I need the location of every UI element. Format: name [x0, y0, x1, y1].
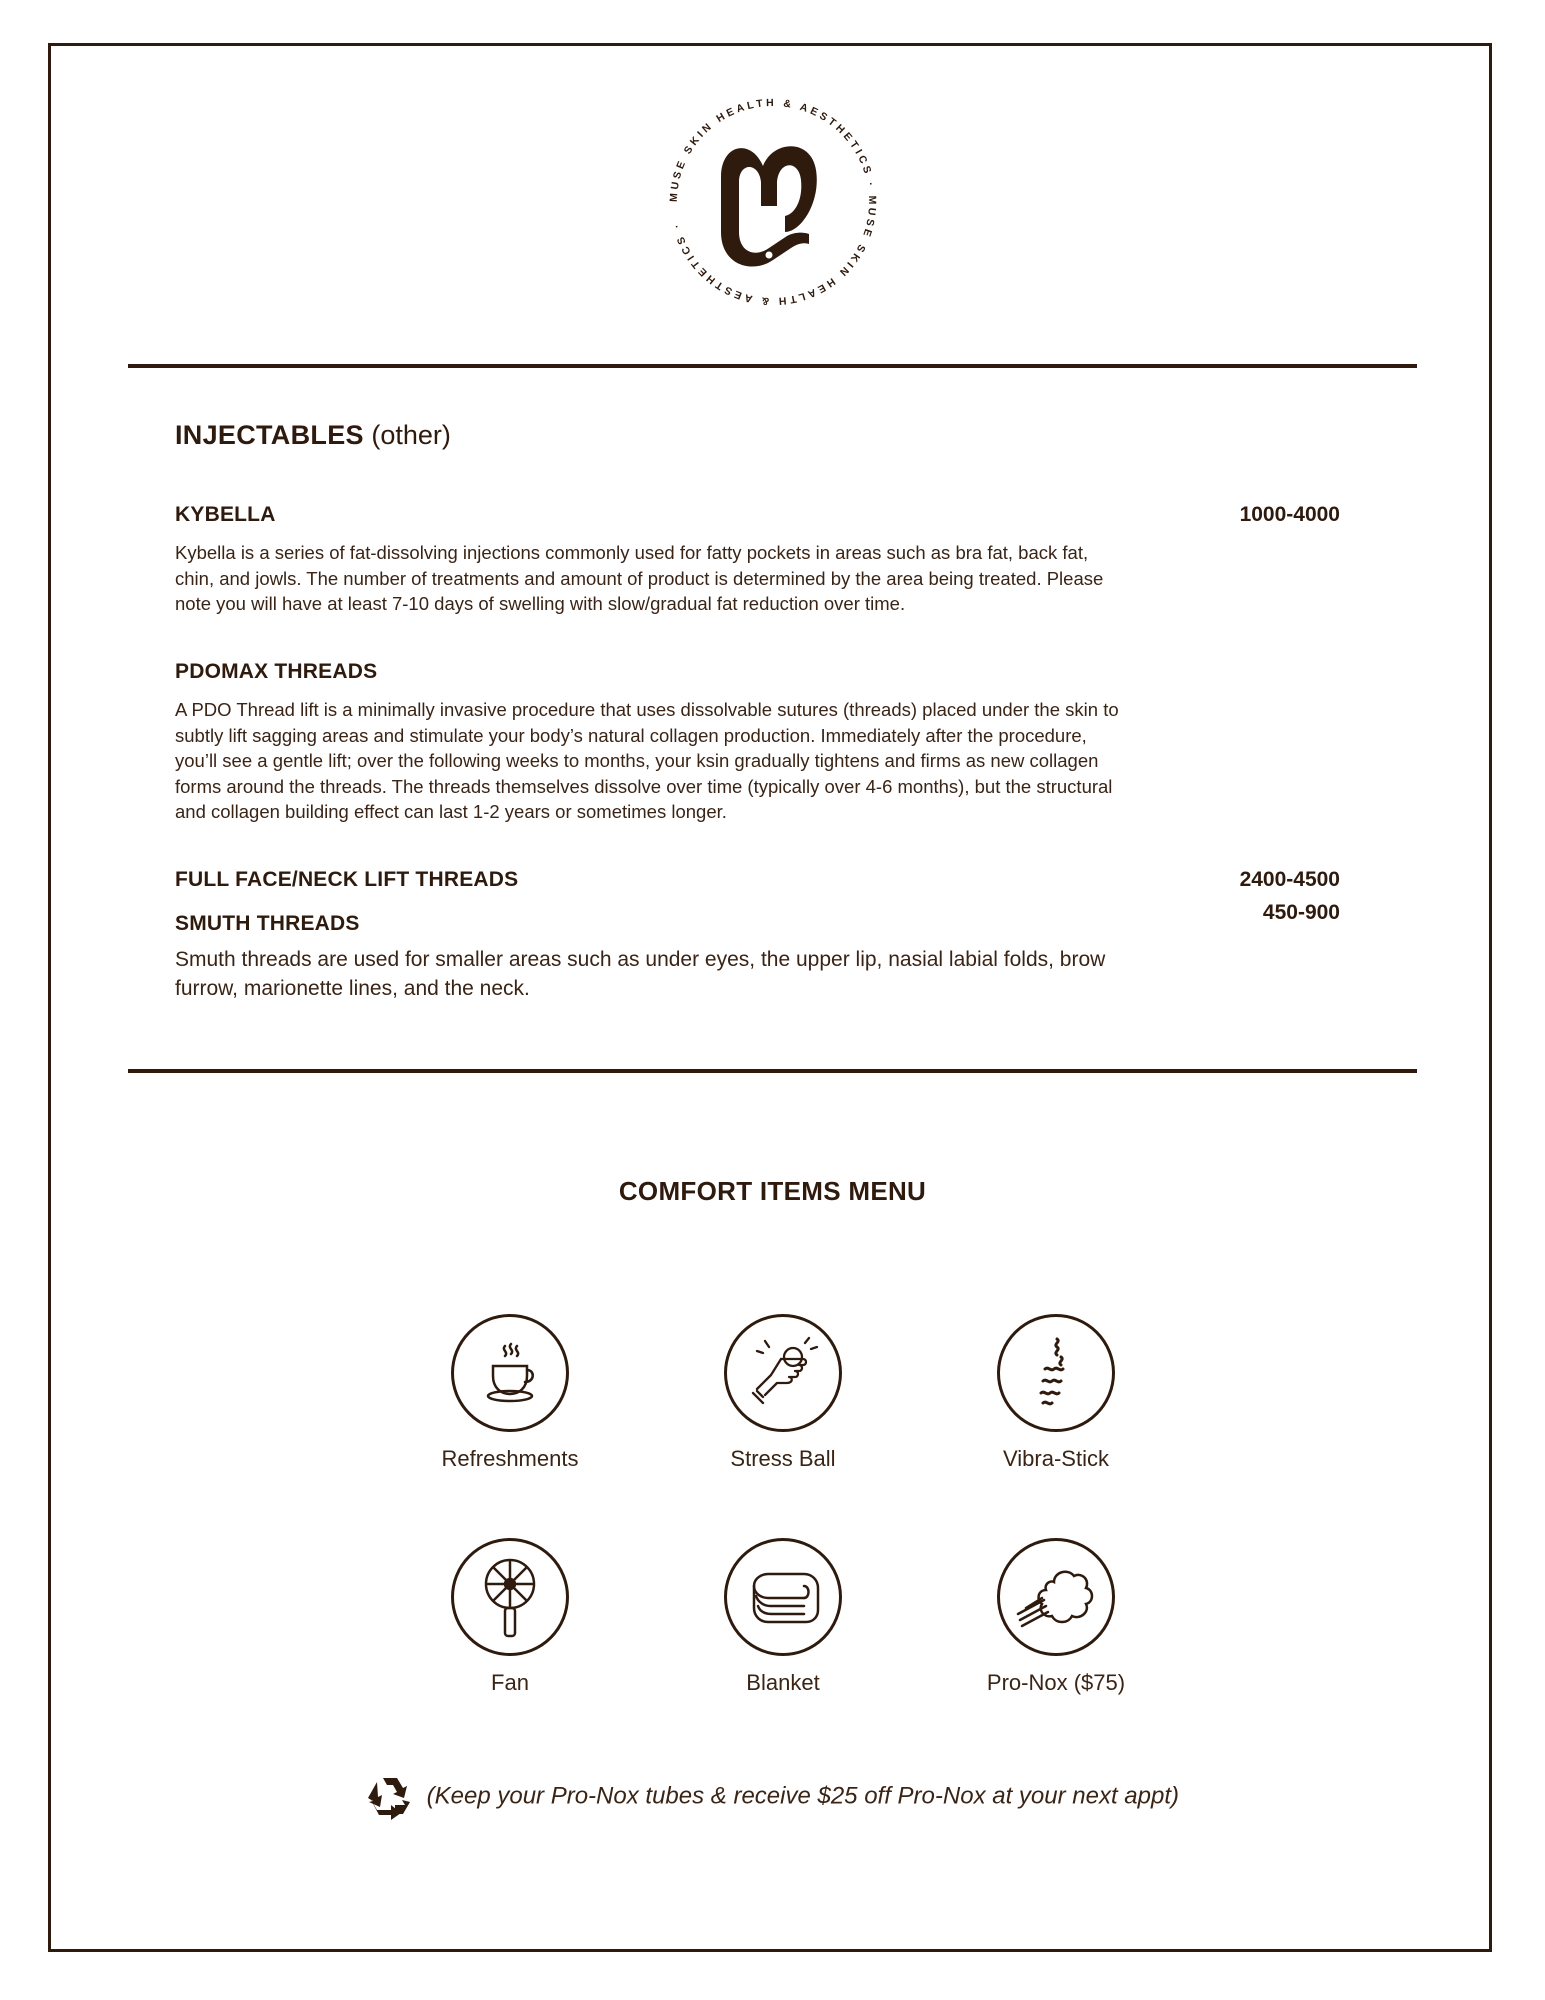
vibration-icon	[1021, 1333, 1091, 1413]
comfort-label: Vibra-Stick	[1003, 1446, 1109, 1471]
recycle-icon	[366, 1774, 414, 1820]
handheld-fan-icon	[475, 1552, 545, 1642]
comfort-item-vibra-stick	[936, 1314, 1176, 1472]
comfort-item-pro-nox	[936, 1538, 1176, 1696]
logo-ring-text: MUSE SKIN HEALTH & AESTHETICS · MUSE SKIN HEALTH & AESTHETICS ·	[667, 96, 879, 308]
section-title-bold: INJECTABLES	[175, 420, 364, 450]
pro-nox-note	[0, 1774, 1545, 1820]
comfort-label: Refreshments	[441, 1446, 579, 1471]
comfort-label: Fan	[491, 1670, 529, 1695]
m-snake-icon	[721, 146, 817, 266]
service-price-full-face: 2400-4500	[1239, 868, 1340, 891]
top-divider	[128, 364, 1417, 368]
section-title	[175, 420, 451, 451]
gas-cloud-icon	[1014, 1560, 1098, 1634]
folded-blanket-icon	[740, 1562, 826, 1632]
service-desc-smuth: Smuth threads are used for smaller areas such as under eyes, the upper lip, nasial labial folds, brow furrow, marionette lines, and the neck.	[175, 948, 1106, 1000]
coffee-cup-icon	[475, 1338, 545, 1408]
bottom-divider	[128, 1069, 1417, 1073]
service-name-smuth: SMUTH THREADS	[175, 912, 360, 935]
service-name-full-face: FULL FACE/NECK LIFT THREADS	[175, 868, 519, 891]
service-desc-kybella: Kybella is a series of fat-dissolving injections commonly used for fatty pockets in areas such as bra fat, back fat, chin, and jowls. The number of treatments and amount of product is determined by the area being treated. Please note you will have at least 7-10 days of swelling with slow/gradual fat reduction over time.	[175, 542, 1104, 614]
pro-nox-note-text: (Keep your Pro-Nox tubes & receive $25 off Pro-Nox at your next appt)	[426, 1782, 1180, 1810]
stress-ball-hand-icon	[743, 1333, 823, 1413]
comfort-item-blanket	[663, 1538, 903, 1696]
service-name-pdomax: PDOMAX THREADS	[175, 660, 378, 683]
comfort-title: COMFORT ITEMS MENU	[618, 1176, 927, 1206]
service-desc-pdomax: A PDO Thread lift is a minimally invasive procedure that uses dissolvable sutures (threads) placed under the skin to subtly lift sagging areas and stimulate your body’s natural collagen production. Immediately after the procedure, you’ll see a gentle lift; over the following weeks to months, your ksin gradually tightens and firms as new collagen forms around the threads. The threads themselves dissolve over time (typically over 4-6 months), but the structural and collagen building effect can last 1-2 years or sometimes longer.	[175, 699, 1119, 822]
section-title-light: (other)	[371, 420, 451, 450]
muse-logo	[663, 82, 883, 322]
comfort-item-stress-ball	[663, 1314, 903, 1472]
comfort-label: Pro-Nox ($75)	[986, 1670, 1126, 1695]
comfort-item-refreshments	[390, 1314, 630, 1472]
service-price-smuth: 450-900	[1262, 901, 1340, 924]
service-price-kybella: 1000-4000	[1239, 503, 1340, 526]
comfort-label: Blanket	[746, 1670, 820, 1695]
comfort-label: Stress Ball	[730, 1446, 836, 1471]
service-name-kybella: KYBELLA	[175, 503, 276, 526]
comfort-item-fan	[390, 1538, 630, 1696]
